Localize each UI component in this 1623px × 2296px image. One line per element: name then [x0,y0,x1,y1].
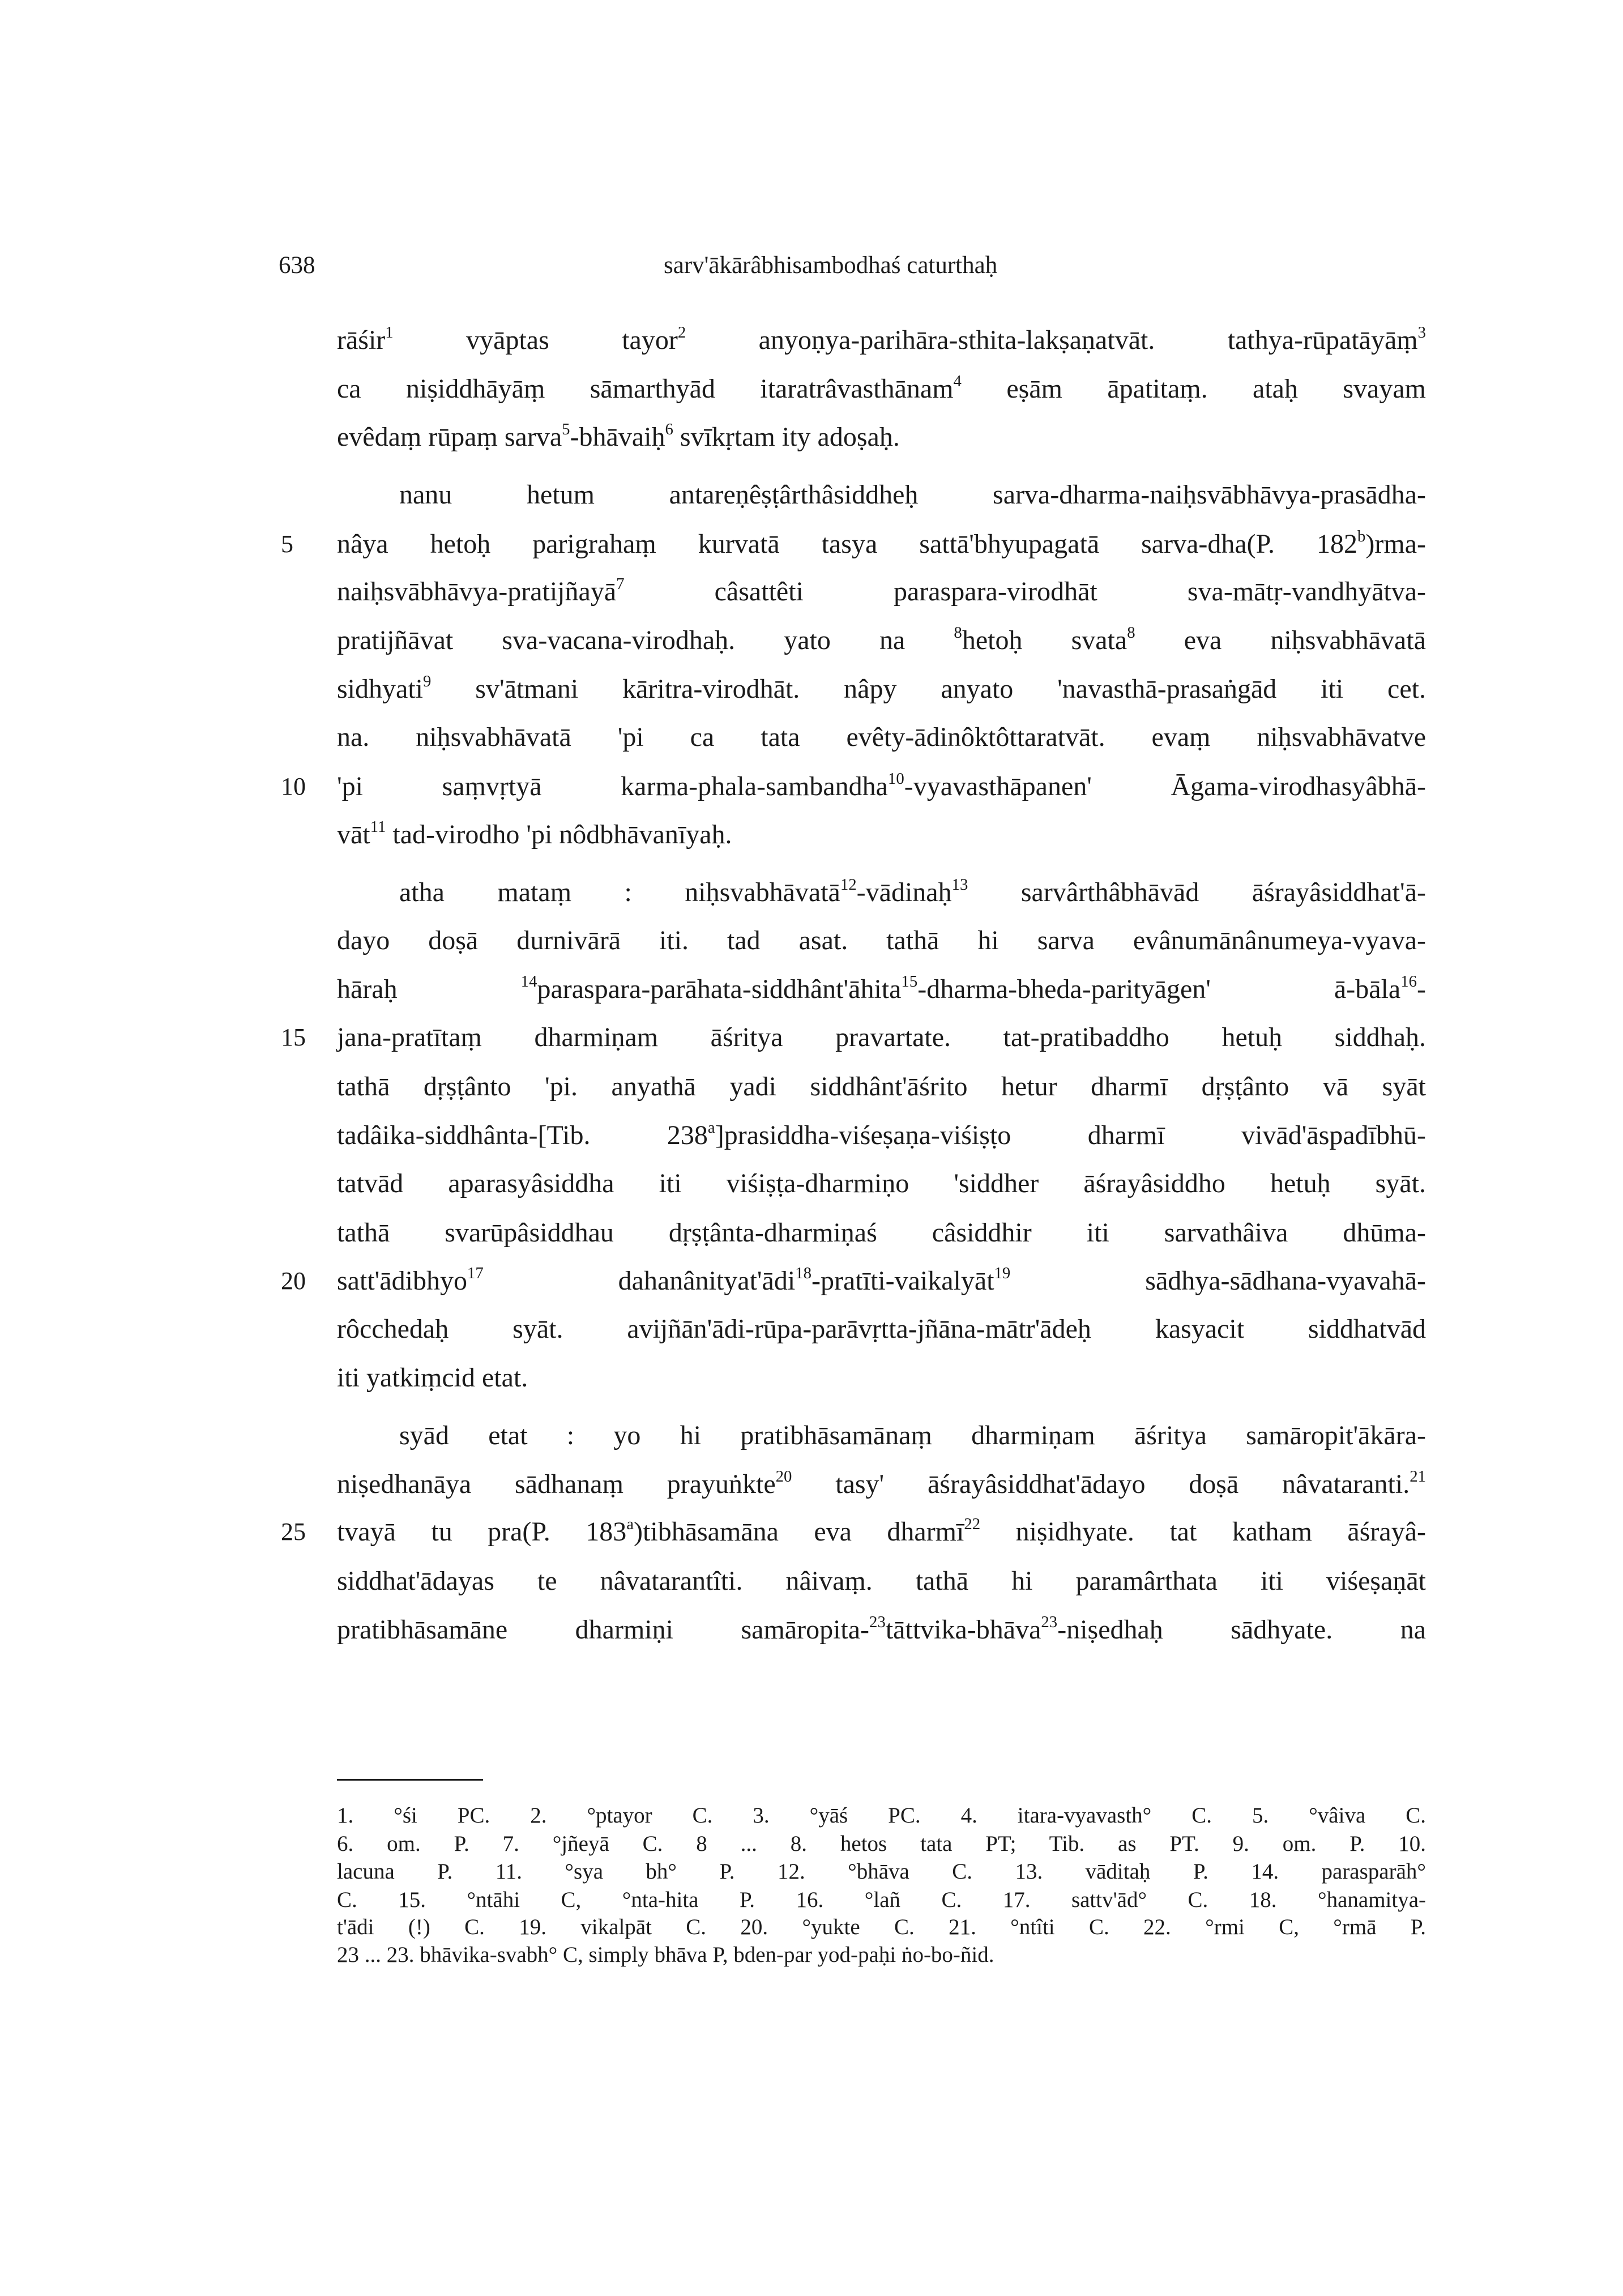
text-line [337,1467,1426,1499]
footnote-marker: 11 [370,818,386,837]
text-segment: - [1417,974,1426,1004]
text-line [399,876,1426,907]
text-segment: sādhya-sādhana-vyavahā- [1010,1266,1426,1296]
text-line [337,1568,1426,1595]
text-segment: naiḥsvābhāvya-pratijñayā [337,577,617,607]
text-segment: eva niḥsvabhāvatā [1135,625,1426,655]
text-segment: vyāptas tayor [393,325,678,355]
footnote-marker: 13 [951,876,968,894]
text-segment: rāśir [337,325,386,355]
line-number: 25 [281,1518,306,1546]
footnote-marker: 6 [665,420,673,439]
line-number: 15 [281,1023,306,1051]
text-line [337,818,1426,850]
footnote-marker: 9 [423,672,432,691]
text-segment: -vādinaḥ [856,877,952,907]
text-line [337,1073,1426,1100]
text-segment: anyoṇya-parihāra-sthita-lakṣaṇatvāt. tathya-rūpatāyāṃ [686,325,1418,355]
text-segment: iti yatkiṃcid etat. [337,1363,528,1393]
text-segment: vāt [337,820,370,850]
text-segment: pratibhāsamāne dharmiṇi samāropita- [337,1615,870,1645]
text-segment: jana-pratītaṃ dharmiṇam āśritya pravartate. tat-pratibaddho hetuḥ siddhaḥ. [337,1022,1426,1052]
text-segment: 'pi saṃvṛtyā karma-phala-sambandha [337,771,888,801]
text-segment: paraspara-parāhata-siddhânt'āhita [537,974,902,1004]
footnote-marker: 3 [1417,323,1426,342]
footnote-line: t'ādi (!) C. 19. vikalpāt C. 20. °yukte C. 21. °ntîti C. 22. °rmi C, °rmā P. [337,1915,1426,1939]
footnote-marker: 23 [869,1613,886,1632]
page-number: 638 [279,252,315,279]
text-line [337,672,1426,704]
text-segment: dayo doṣā durnivārā iti. tad asat. tathā hi sarva evânumānânumeya-vyava- [337,925,1426,955]
text-segment: sarvârthâbhāvād āśrayâsiddhat'ā- [968,877,1426,907]
footnote-marker: 5 [562,420,570,439]
footnote-marker: a [626,1515,634,1534]
footnote-marker: 18 [795,1264,812,1283]
text-segment: nâya hetoḥ parigrahaṃ kurvatā tasya sattā'bhyupagatā sarva-dha(P. 182 [337,529,1357,559]
text-line [337,770,1426,801]
footnote-marker: 8 [954,624,962,642]
text-segment: na. niḥsvabhāvatā 'pi ca tata evêty-ādinôktôttaratvāt. evaṃ niḥsvabhāvatve [337,722,1426,752]
text-line [337,420,1426,452]
text-line [337,527,1426,559]
text-segment: tathā dṛṣṭânto 'pi. anyathā yadi siddhânt'āśrito hetur dharmī dṛṣṭânto vā syāt [337,1072,1426,1102]
text-line [337,927,1426,954]
text-line [337,1170,1426,1197]
text-segment: niṣedhanāya sādhanaṃ prayuṅkte [337,1469,776,1499]
footnote-marker: b [1357,527,1366,546]
text-segment: evêdaṃ rūpaṃ sarva [337,422,562,452]
text-segment: pratijñāvat sva-vacana-virodhaḥ. yato na [337,625,954,655]
text-segment: ]prasiddha-viśeṣaṇa-viśiṣṭo dharmī vivād'āspadībhū- [715,1120,1426,1150]
text-line [337,724,1426,751]
text-segment: tathā svarūpâsiddhau dṛṣṭânta-dharmiṇaś câsiddhir iti sarvathâiva dhūma- [337,1218,1426,1248]
text-segment: rôcchedaḥ syāt. avijñān'ādi-rūpa-parāvṛtta-jñāna-mātr'ādeḥ kasyacit siddhatvād [337,1314,1426,1344]
footnote-marker: 22 [964,1515,981,1534]
text-segment: satt'ādibhyo [337,1266,467,1296]
text-line [337,972,1426,1004]
footnote-marker: 20 [775,1467,792,1486]
text-segment: svīkṛtam ity adoṣaḥ. [673,422,900,452]
text-line [337,1613,1426,1645]
line-number: 5 [281,530,293,558]
text-segment: -vyavasthāpanen' Āgama-virodhasyâbhā- [904,771,1426,801]
footnote-marker: 14 [520,972,537,991]
footnote-line: C. 15. °ntāhi C, °nta-hita P. 16. °lañ C. 17. sattv'ād° C. 18. °hanamitya- [337,1888,1426,1912]
text-segment: tadâika-siddhânta-[Tib. 238 [337,1120,708,1150]
running-head: sarv'ākārâbhisambodhaś caturthaḥ [664,252,998,279]
footnote-marker: 17 [467,1264,484,1283]
text-line [337,1024,1426,1051]
text-line [337,372,1426,404]
text-segment: -bhāvaiḥ [570,422,665,452]
text-line [337,1219,1426,1247]
footnote-line: lacuna P. 11. °sya bh° P. 12. °bhāva C. 13. vāditaḥ P. 14. parasparāh° [337,1859,1426,1884]
text-segment: -pratīti-vaikalyāt [812,1266,994,1296]
footnote-line: 6. om. P. 7. °jñeyā C. 8 ... 8. hetos tata PT; Tib. as PT. 9. om. P. 10. [337,1832,1426,1856]
text-line [337,624,1426,655]
text-segment: sidhyati [337,674,423,704]
text-line [337,1264,1426,1296]
text-line [337,1316,1426,1343]
text-segment: nanu hetum antareṇêṣṭârthâsiddheḥ sarva-dharma-naiḥsvābhāvya-prasādha- [399,480,1426,510]
text-segment: siddhat'ādayas te nâvatarantîti. nâivaṃ. tathā hi paramârthata iti viśeṣaṇāt [337,1566,1426,1596]
text-line [337,1364,1426,1392]
text-segment: tāttvika-bhāva [885,1615,1041,1645]
text-segment: sv'ātmani kāritra-virodhāt. nâpy anyato 'navasthā-prasaṅgād iti cet. [431,674,1426,704]
text-segment: -niṣedhaḥ sādhyate. na [1057,1615,1426,1645]
footnote-marker: 12 [840,876,857,894]
footnote-marker: 7 [616,575,625,594]
footnote-marker: 16 [1400,972,1417,991]
footnote-marker: 23 [1041,1613,1058,1632]
footnote-rule [337,1779,483,1781]
text-line [337,323,1426,355]
text-line [337,1515,1426,1547]
text-segment: câsattêti paraspara-virodhāt sva-mātṛ-vandhyātva- [624,577,1426,607]
text-segment: tatvād aparasyâsiddha iti viśiṣṭa-dharmiṇo 'siddher āśrayâsiddho hetuḥ syāt. [337,1168,1426,1198]
text-segment: -dharma-bheda-parityāgen' ā-bāla [917,974,1401,1004]
text-segment: eṣām āpatitaṃ. ataḥ svayam [961,374,1426,404]
footnote-marker: a [707,1119,715,1137]
text-line [337,1119,1426,1150]
line-number: 10 [281,773,306,800]
footnote-line: 23 ... 23. bhāvika-svabh° C, simply bhāva P, bden-par yod-paḥi ṅo-bo-ñid. [337,1943,994,1967]
footnote-marker: 21 [1410,1467,1426,1486]
text-segment: )tibhāsamāna eva dharmī [634,1517,964,1547]
text-line [399,481,1426,509]
line-number: 20 [281,1267,306,1295]
footnote-marker: 19 [994,1264,1011,1283]
text-segment: niṣidhyate. tat katham āśrayâ- [980,1517,1426,1547]
footnote-marker: 1 [385,323,394,342]
text-segment: dahanânityat'ādi [483,1266,796,1296]
footnote-marker: 10 [887,770,904,788]
text-segment: syād etat : yo hi pratibhāsamānaṃ dharmiṇam āśritya samāropit'ākāra- [399,1420,1426,1450]
footnote-marker: 4 [953,372,962,391]
footnote-marker: 2 [677,323,686,342]
text-segment: tad-virodho 'pi nôdbhāvanīyaḥ. [386,820,732,850]
footnote-marker: 15 [901,972,918,991]
footnote-marker: 8 [1127,624,1135,642]
text-segment: )rma- [1365,529,1426,559]
text-segment: atha mataṃ : niḥsvabhāvatā [399,877,840,907]
text-segment: hetoḥ svata [962,625,1127,655]
text-segment: hāraḥ [337,974,521,1004]
text-segment: tasy' āśrayâsiddhat'ādayo doṣā nâvataranti. [792,1469,1410,1499]
text-line [399,1422,1426,1449]
text-line [337,575,1426,607]
text-segment: tvayā tu pra(P. 183 [337,1517,627,1547]
text-segment: ca niṣiddhāyāṃ sāmarthyād itaratrâvasthānam [337,374,954,404]
footnote-line: 1. °śi PC. 2. °ptayor C. 3. °yāś PC. 4. itara-vyavasth° C. 5. °vâiva C. [337,1803,1426,1828]
